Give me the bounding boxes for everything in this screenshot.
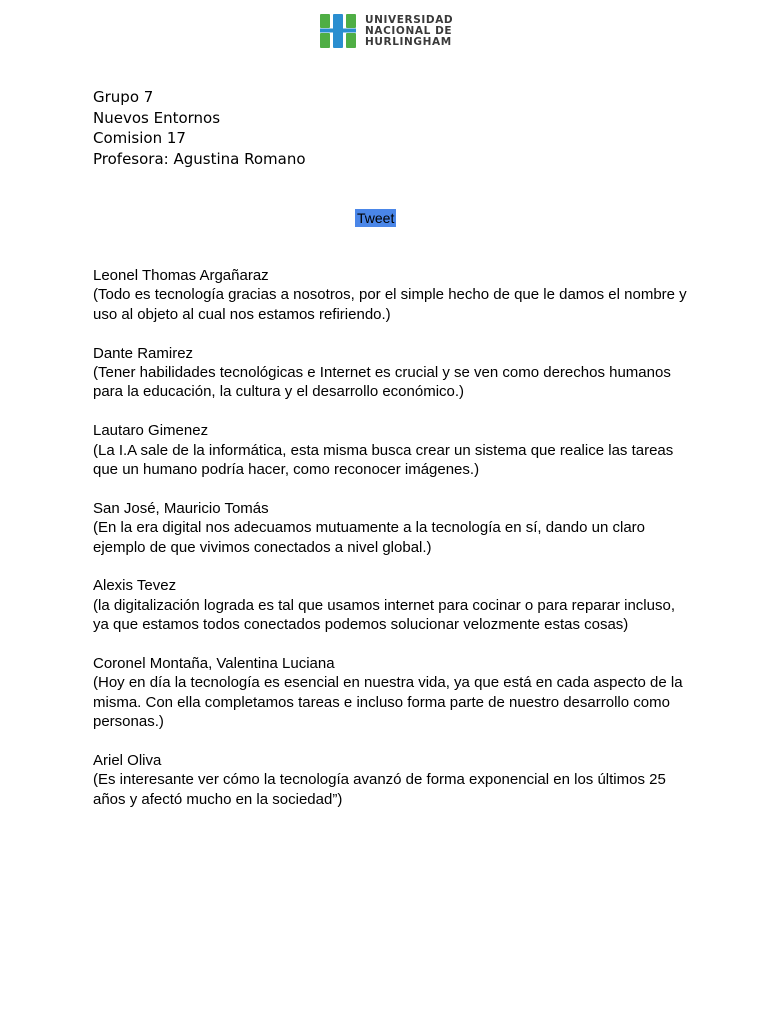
logo-crossbar (320, 29, 356, 33)
entry-quote: (Tener habilidades tecnológicas e Internet es crucial y se ven como derechos humanos para la educación, la cultura y el desarrollo económico.) (93, 364, 671, 401)
logo-line-3: HURLINGHAM (365, 35, 452, 48)
entry-author: Ariel Oliva (93, 752, 162, 770)
logo-line-2: NACIONAL DE (365, 24, 453, 37)
entry-author: Lautaro Gimenez (93, 422, 209, 440)
university-logo (320, 14, 453, 48)
entry-quote: (la digitalización lograda es tal que usamos internet para cocinar o para reparar incluso, ya que estamos todos conectados podemos solucionar velozmente estas cosas) (93, 596, 675, 634)
entry-quote: (Todo es tecnología gracias a nosotros, por el simple hecho de que le damos el nombre y uso al objeto al cual nos estamos refiriendo.) (93, 286, 687, 323)
logo-block-green-top-right (346, 14, 356, 28)
entry-author: Alexis Tevez (93, 577, 177, 595)
group-label: Grupo 7 (93, 88, 154, 106)
entry-author: Leonel Thomas Argañaraz (93, 267, 269, 284)
entry-author: Coronel Montaña, Valentina Luciana (93, 655, 335, 673)
entry-quote: (Es interesante ver cómo la tecnología avanzó de forma exponencial en los últimos 25 años y afectó mucho en la sociedad”) (93, 771, 666, 808)
entry-quote: (Hoy en día la tecnología es esencial en nuestra vida, ya que está en cada aspecto de la misma. Con ella completamos tareas e incluso forma parte de nuestro desarrollo como personas.) (93, 674, 683, 731)
document-header (93, 87, 306, 169)
university-logo-icon (320, 14, 356, 48)
list-item (93, 751, 693, 809)
list-item (93, 421, 693, 479)
entry-quote: (En la era digital nos adecuamos mutuamente a la tecnología en sí, dando un claro ejemplo de que vivimos conectados a nivel global.) (93, 519, 646, 556)
logo-block-green-top-left (320, 14, 330, 28)
list-item (93, 576, 693, 634)
logo-block-green-bottom-right (346, 33, 356, 48)
tweet-heading-text: Tweet (357, 210, 395, 226)
entry-quote: (La I.A sale de la informática, esta misma busca crear un sistema que realice las tareas que un humano podría hacer, como reconocer imágenes.) (93, 441, 674, 479)
list-item (93, 654, 693, 732)
list-item (93, 266, 693, 324)
logo-wordmark (365, 15, 453, 48)
list-item (93, 344, 693, 402)
logo-block-green-bottom-left (320, 33, 330, 48)
teacher-label: Profesora: Agustina Romano (93, 149, 306, 168)
logo-line-1: UNIVERSIDAD (365, 13, 454, 26)
commission-label: Comision 17 (93, 129, 186, 147)
entry-author: Dante Ramirez (93, 344, 194, 362)
list-item (93, 499, 693, 557)
entry-author: San José, Mauricio Tomás (93, 499, 269, 517)
course-label: Nuevos Entornos (93, 108, 221, 127)
tweet-heading (355, 209, 396, 227)
tweet-entries (93, 266, 693, 829)
